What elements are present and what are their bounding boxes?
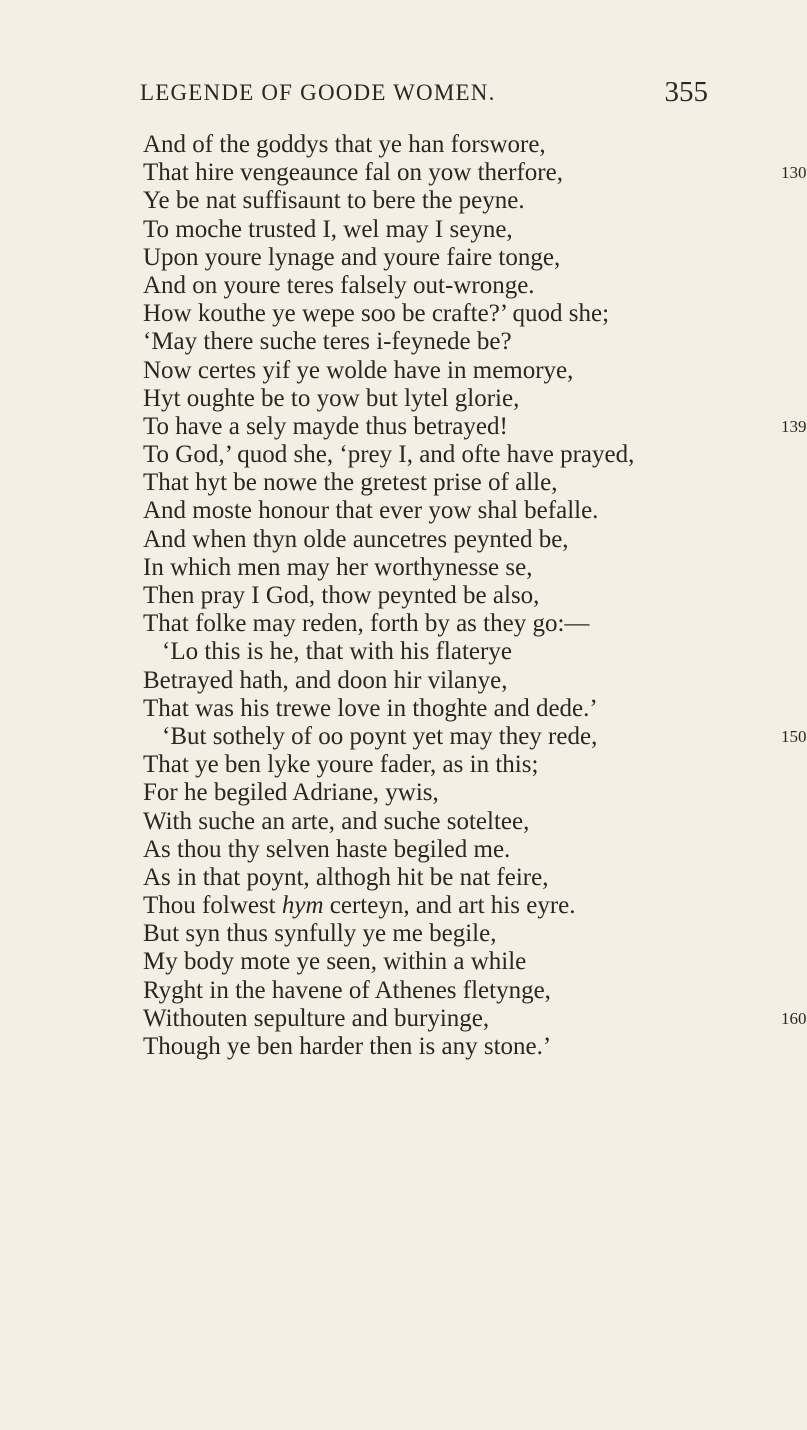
verse-text: My body mote ye seen, within a while bbox=[143, 948, 527, 976]
verse-text: That hire vengeaunce fal on yow therfore, bbox=[143, 159, 563, 187]
verse-text: And of the goddys that ye han forswore, bbox=[143, 131, 546, 158]
verse-text: ‘But sothely of oo poynt yet may they rede, bbox=[162, 722, 598, 750]
verse-text: To moche trusted I, wel may I seyne, bbox=[143, 215, 513, 243]
verse-line bbox=[143, 469, 713, 497]
verse-text: That hyt be nowe the gretest prise of alle, bbox=[143, 469, 558, 497]
verse-text: ‘Lo this is he, that with his flaterye bbox=[162, 638, 512, 666]
verse-text: With suche an arte, and suche soteltee, bbox=[143, 807, 530, 835]
verse-text: Withouten sepulture and buryinge, bbox=[143, 1004, 490, 1032]
verse-text: Hyt oughte be to yow but lytel glorie, bbox=[143, 384, 520, 412]
running-header bbox=[140, 76, 708, 120]
verse-line bbox=[143, 300, 713, 328]
verse-text: And moste honour that ever yow shal befalle. bbox=[143, 497, 599, 525]
verse-text: And on youre teres falsely out-wronge. bbox=[143, 271, 535, 299]
verse-line bbox=[143, 892, 713, 920]
verse-text: How kouthe ye wepe soo be crafte?’ quod she; bbox=[143, 300, 610, 328]
verse-text: Betrayed hath, and doon hir vilanye, bbox=[143, 666, 508, 694]
verse-text: And when thyn olde auncetres peynted be, bbox=[143, 525, 569, 553]
line-number: 139 bbox=[781, 416, 807, 436]
verse-line bbox=[143, 610, 713, 638]
verse-line bbox=[143, 836, 713, 864]
verse-line bbox=[143, 441, 713, 469]
verse-text: To have a sely mayde thus betrayed! bbox=[143, 412, 508, 440]
verse-line bbox=[143, 1033, 713, 1061]
verse-line bbox=[143, 328, 713, 356]
verse-line bbox=[143, 977, 713, 1005]
line-number: 130 bbox=[781, 163, 807, 183]
verse-line bbox=[143, 497, 713, 525]
line-number: 150 bbox=[781, 726, 807, 746]
verse-text: But syn thus synfully ye me begile, bbox=[143, 920, 497, 948]
verse-text: That folke may reden, forth by as they go:— bbox=[143, 610, 590, 638]
verse-text: ‘May there suche teres i-feynede be? bbox=[143, 328, 512, 356]
page-number: 355 bbox=[664, 76, 708, 108]
verse-line bbox=[143, 864, 713, 892]
verse-line bbox=[143, 722, 807, 751]
running-title: LEGENDE OF GOODE WOMEN. bbox=[140, 80, 496, 105]
verse-text: Upon youre lynage and youre faire tonge, bbox=[143, 243, 561, 271]
verse-text: Thou folwest hym certeyn, and art his eyre. bbox=[143, 892, 576, 920]
verse-line bbox=[143, 667, 713, 695]
verse-line bbox=[143, 526, 713, 554]
italic-word: hym bbox=[281, 892, 324, 920]
verse-line bbox=[143, 1004, 807, 1033]
verse-line bbox=[143, 751, 713, 779]
line-number: 160 bbox=[781, 1008, 807, 1028]
verse-line bbox=[143, 159, 807, 187]
verse-line bbox=[143, 187, 713, 215]
verse-line bbox=[143, 554, 713, 582]
verse-line bbox=[143, 695, 713, 723]
verse-text: Now certes yif ye wolde have in memorye, bbox=[143, 356, 574, 384]
verse-text: In which men may her worthynesse se, bbox=[143, 553, 533, 581]
verse-text: Then pray I God, thow peynted be also, bbox=[143, 582, 540, 609]
verse-text: As thou thy selven haste begiled me. bbox=[143, 835, 511, 863]
verse-text: Ye be nat suffisaunt to bere the peyne. bbox=[143, 187, 525, 215]
verse-line bbox=[143, 638, 713, 666]
verse-line bbox=[143, 216, 713, 244]
verse-line bbox=[143, 808, 713, 836]
verse-line bbox=[143, 357, 713, 385]
verse-line bbox=[143, 385, 713, 413]
verse-line bbox=[143, 582, 713, 610]
verse-line bbox=[143, 244, 713, 272]
verse-text: That was his trewe love in thoghte and dede.’ bbox=[143, 694, 598, 722]
poem-text bbox=[143, 131, 807, 1061]
verse-line bbox=[143, 412, 807, 441]
verse-line bbox=[143, 272, 713, 300]
verse-line bbox=[143, 920, 713, 948]
verse-text: Though ye ben harder then is any stone.’ bbox=[143, 1033, 552, 1060]
verse-text: To God,’ quod she, ‘prey I, and ofte have prayed, bbox=[143, 441, 635, 469]
verse-text: Ryght in the havene of Athenes fletynge, bbox=[143, 976, 551, 1004]
verse-line bbox=[143, 779, 713, 807]
verse-text: That ye ben lyke youre fader, as in this; bbox=[143, 751, 539, 779]
verse-text: For he begiled Adriane, ywis, bbox=[143, 779, 439, 807]
verse-line bbox=[143, 948, 713, 976]
verse-text: As in that poynt, althogh hit be nat feire, bbox=[143, 863, 549, 891]
verse-line bbox=[143, 131, 713, 159]
